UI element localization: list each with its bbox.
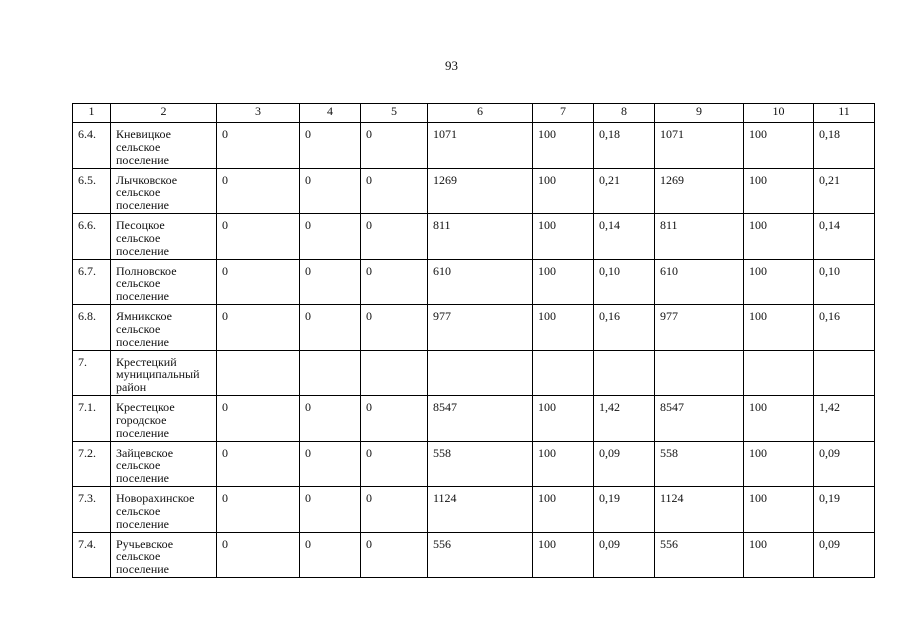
header-cell: 9 [655,104,744,123]
header-cell: 11 [814,104,875,123]
table-row [73,305,875,351]
row-name-cell: Новорахинское сельское поселение [111,487,217,533]
table-cell: 610 [428,259,533,305]
table-cell: 100 [744,487,814,533]
table-cell: 0 [217,396,300,442]
row-number-cell: 7.3. [73,487,111,533]
table-cell: 0 [300,532,361,578]
table-row [73,350,875,396]
table-cell: 0,09 [814,441,875,487]
table-cell: 100 [533,305,594,351]
header-cell: 8 [594,104,655,123]
table-cell [655,350,744,396]
table-cell: 100 [533,396,594,442]
table-cell: 0,09 [594,532,655,578]
table-cell: 100 [744,396,814,442]
table-cell: 100 [533,214,594,260]
row-name-cell: Песоцкое сельское поселение [111,214,217,260]
table-cell: 1071 [655,123,744,169]
table-cell: 100 [533,168,594,214]
table-cell: 0 [361,532,428,578]
table-cell: 0,14 [814,214,875,260]
table-cell: 100 [744,168,814,214]
row-number-cell: 6.6. [73,214,111,260]
row-name-cell: Кневицкое сельское поселение [111,123,217,169]
row-number-cell: 6.7. [73,259,111,305]
row-number-cell: 7. [73,350,111,396]
table-row [73,123,875,169]
header-cell: 5 [361,104,428,123]
table-cell: 0 [361,123,428,169]
table-cell: 100 [533,123,594,169]
table-row [73,441,875,487]
header-cell: 7 [533,104,594,123]
table-cell: 1269 [655,168,744,214]
table-cell: 0 [361,214,428,260]
table-cell: 558 [428,441,533,487]
table-cell: 100 [533,487,594,533]
table-cell: 0 [361,259,428,305]
table-cell: 0 [300,168,361,214]
table-cell [744,350,814,396]
table-cell [814,350,875,396]
row-name-cell: Лычковское сельское поселение [111,168,217,214]
table-cell: 0,19 [594,487,655,533]
table-cell: 811 [428,214,533,260]
table-cell: 556 [655,532,744,578]
table-row [73,532,875,578]
header-cell: 10 [744,104,814,123]
table-cell: 100 [744,441,814,487]
table-cell [594,350,655,396]
table-cell: 0 [361,305,428,351]
table-cell: 1124 [428,487,533,533]
header-cell: 3 [217,104,300,123]
table-cell: 1124 [655,487,744,533]
header-cell: 2 [111,104,217,123]
row-number-cell: 6.4. [73,123,111,169]
table-cell: 0 [217,259,300,305]
table-cell: 556 [428,532,533,578]
row-number-cell: 7.4. [73,532,111,578]
header-cell: 1 [73,104,111,123]
table-cell: 977 [655,305,744,351]
table-cell: 0 [361,441,428,487]
table-cell: 0 [300,305,361,351]
table-cell: 0,14 [594,214,655,260]
row-number-cell: 6.8. [73,305,111,351]
table-cell: 0,16 [594,305,655,351]
table-cell: 811 [655,214,744,260]
row-name-cell: Зайцевское сельское поселение [111,441,217,487]
row-name-cell: Ручьевское сельское поселение [111,532,217,578]
data-table [72,103,875,578]
table-cell: 0 [300,487,361,533]
table-cell: 0 [361,487,428,533]
table-cell: 100 [533,532,594,578]
table-cell: 100 [533,259,594,305]
table-cell: 100 [744,305,814,351]
table-cell: 558 [655,441,744,487]
row-number-cell: 6.5. [73,168,111,214]
table-cell: 1,42 [594,396,655,442]
table-cell: 0,18 [814,123,875,169]
table-cell: 0 [300,123,361,169]
table-cell: 0 [361,168,428,214]
page-number: 93 [445,58,458,73]
table-row [73,487,875,533]
table-cell: 1269 [428,168,533,214]
row-name-cell: Крестецкое городское поселение [111,396,217,442]
table-cell: 0 [300,441,361,487]
table-cell: 1,42 [814,396,875,442]
row-number-cell: 7.2. [73,441,111,487]
table-cell: 0 [217,532,300,578]
table-row [73,259,875,305]
table-header [73,104,875,123]
table-cell: 0 [361,396,428,442]
table-cell: 610 [655,259,744,305]
header-cell: 6 [428,104,533,123]
table-cell: 0 [300,259,361,305]
table-cell [361,350,428,396]
table-cell: 0,10 [814,259,875,305]
table-cell: 977 [428,305,533,351]
table-cell [533,350,594,396]
table-cell: 0,18 [594,123,655,169]
table-cell: 0 [217,214,300,260]
table-row [73,396,875,442]
table-cell: 0 [217,441,300,487]
row-name-cell: Полновское сельское поселение [111,259,217,305]
table-cell: 0 [217,487,300,533]
table-cell: 0,09 [594,441,655,487]
table-cell [428,350,533,396]
table-cell [217,350,300,396]
table-cell: 0 [300,214,361,260]
table-cell: 0,09 [814,532,875,578]
table-cell: 0,21 [594,168,655,214]
row-name-cell: Крестецкий муниципальный район [111,350,217,396]
table-cell [300,350,361,396]
table-cell: 100 [744,123,814,169]
row-name-cell: Ямникское сельское поселение [111,305,217,351]
table-cell: 100 [744,532,814,578]
table-row [73,168,875,214]
row-number-cell: 7.1. [73,396,111,442]
table-cell: 0 [217,168,300,214]
table-cell: 8547 [428,396,533,442]
table-cell: 0 [217,305,300,351]
table-cell: 8547 [655,396,744,442]
table-cell: 0,19 [814,487,875,533]
table-body [73,123,875,578]
header-row [73,104,875,123]
table-cell: 100 [533,441,594,487]
table-cell: 0 [217,123,300,169]
table-cell: 0,10 [594,259,655,305]
table-cell: 100 [744,214,814,260]
table-cell: 0,21 [814,168,875,214]
table-cell: 0,16 [814,305,875,351]
table-cell: 0 [300,396,361,442]
header-cell: 4 [300,104,361,123]
table-cell: 1071 [428,123,533,169]
table-cell: 100 [744,259,814,305]
table-row [73,214,875,260]
